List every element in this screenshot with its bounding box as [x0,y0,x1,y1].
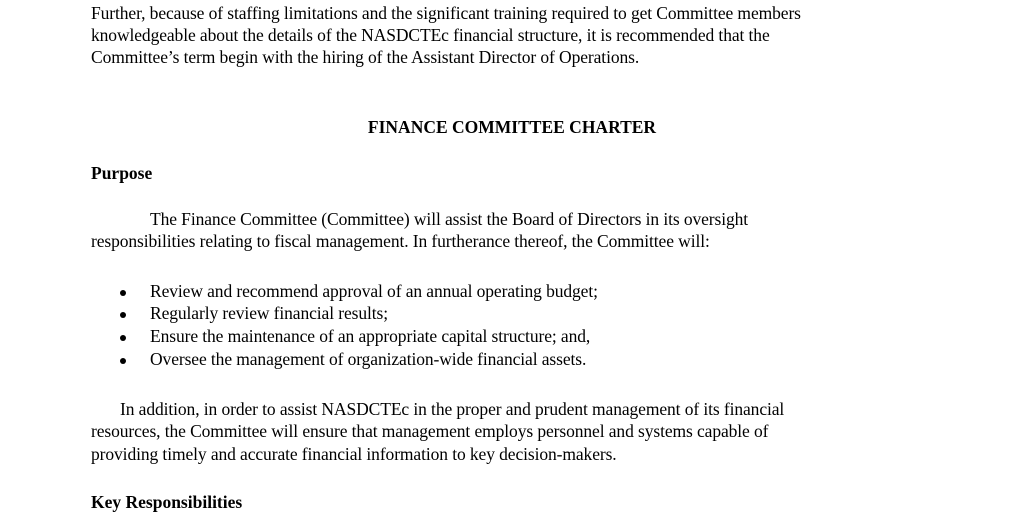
purpose-heading: Purpose [91,163,153,183]
list-item-text: Regularly review financial results; [150,303,389,323]
intro-line-2: knowledgeable about the details of the NASDCTEc financial structure, it is recommended that the [91,25,770,45]
list-item-text: Ensure the maintenance of an appropriate capital structure; and, [150,326,591,346]
bullet-icon [120,335,126,341]
list-item [0,281,1024,302]
list-item [0,303,1024,324]
addition-paragraph-line-3: providing timely and accurate financial information to key decision-makers. [91,444,617,464]
purpose-paragraph-line-2: responsibilities relating to fiscal management. In furtherance thereof, the Committee will: [91,231,710,251]
intro-line-1: Further, because of staffing limitations and the significant training required to get Committee members [91,3,801,23]
bullet-icon [120,358,126,364]
key-responsibilities-heading: Key Responsibilities [91,492,243,512]
list-item-text: Review and recommend approval of an annual operating budget; [150,281,598,301]
page-title: FINANCE COMMITTEE CHARTER [367,117,657,137]
list-item [0,349,1024,370]
list-item-text: Oversee the management of organization-wide financial assets. [150,349,587,369]
purpose-paragraph-line-1: The Finance Committee (Committee) will assist the Board of Directors in its oversight [150,209,749,229]
list-item [0,326,1024,347]
addition-paragraph-line-2: resources, the Committee will ensure that management employs personnel and systems capable of [91,421,769,441]
bullet-icon [120,290,126,296]
intro-line-3: Committee’s term begin with the hiring of the Assistant Director of Operations. [91,47,640,67]
bullet-icon [120,312,126,318]
addition-paragraph-line-1: In addition, in order to assist NASDCTEc in the proper and prudent management of its financial [120,399,785,419]
